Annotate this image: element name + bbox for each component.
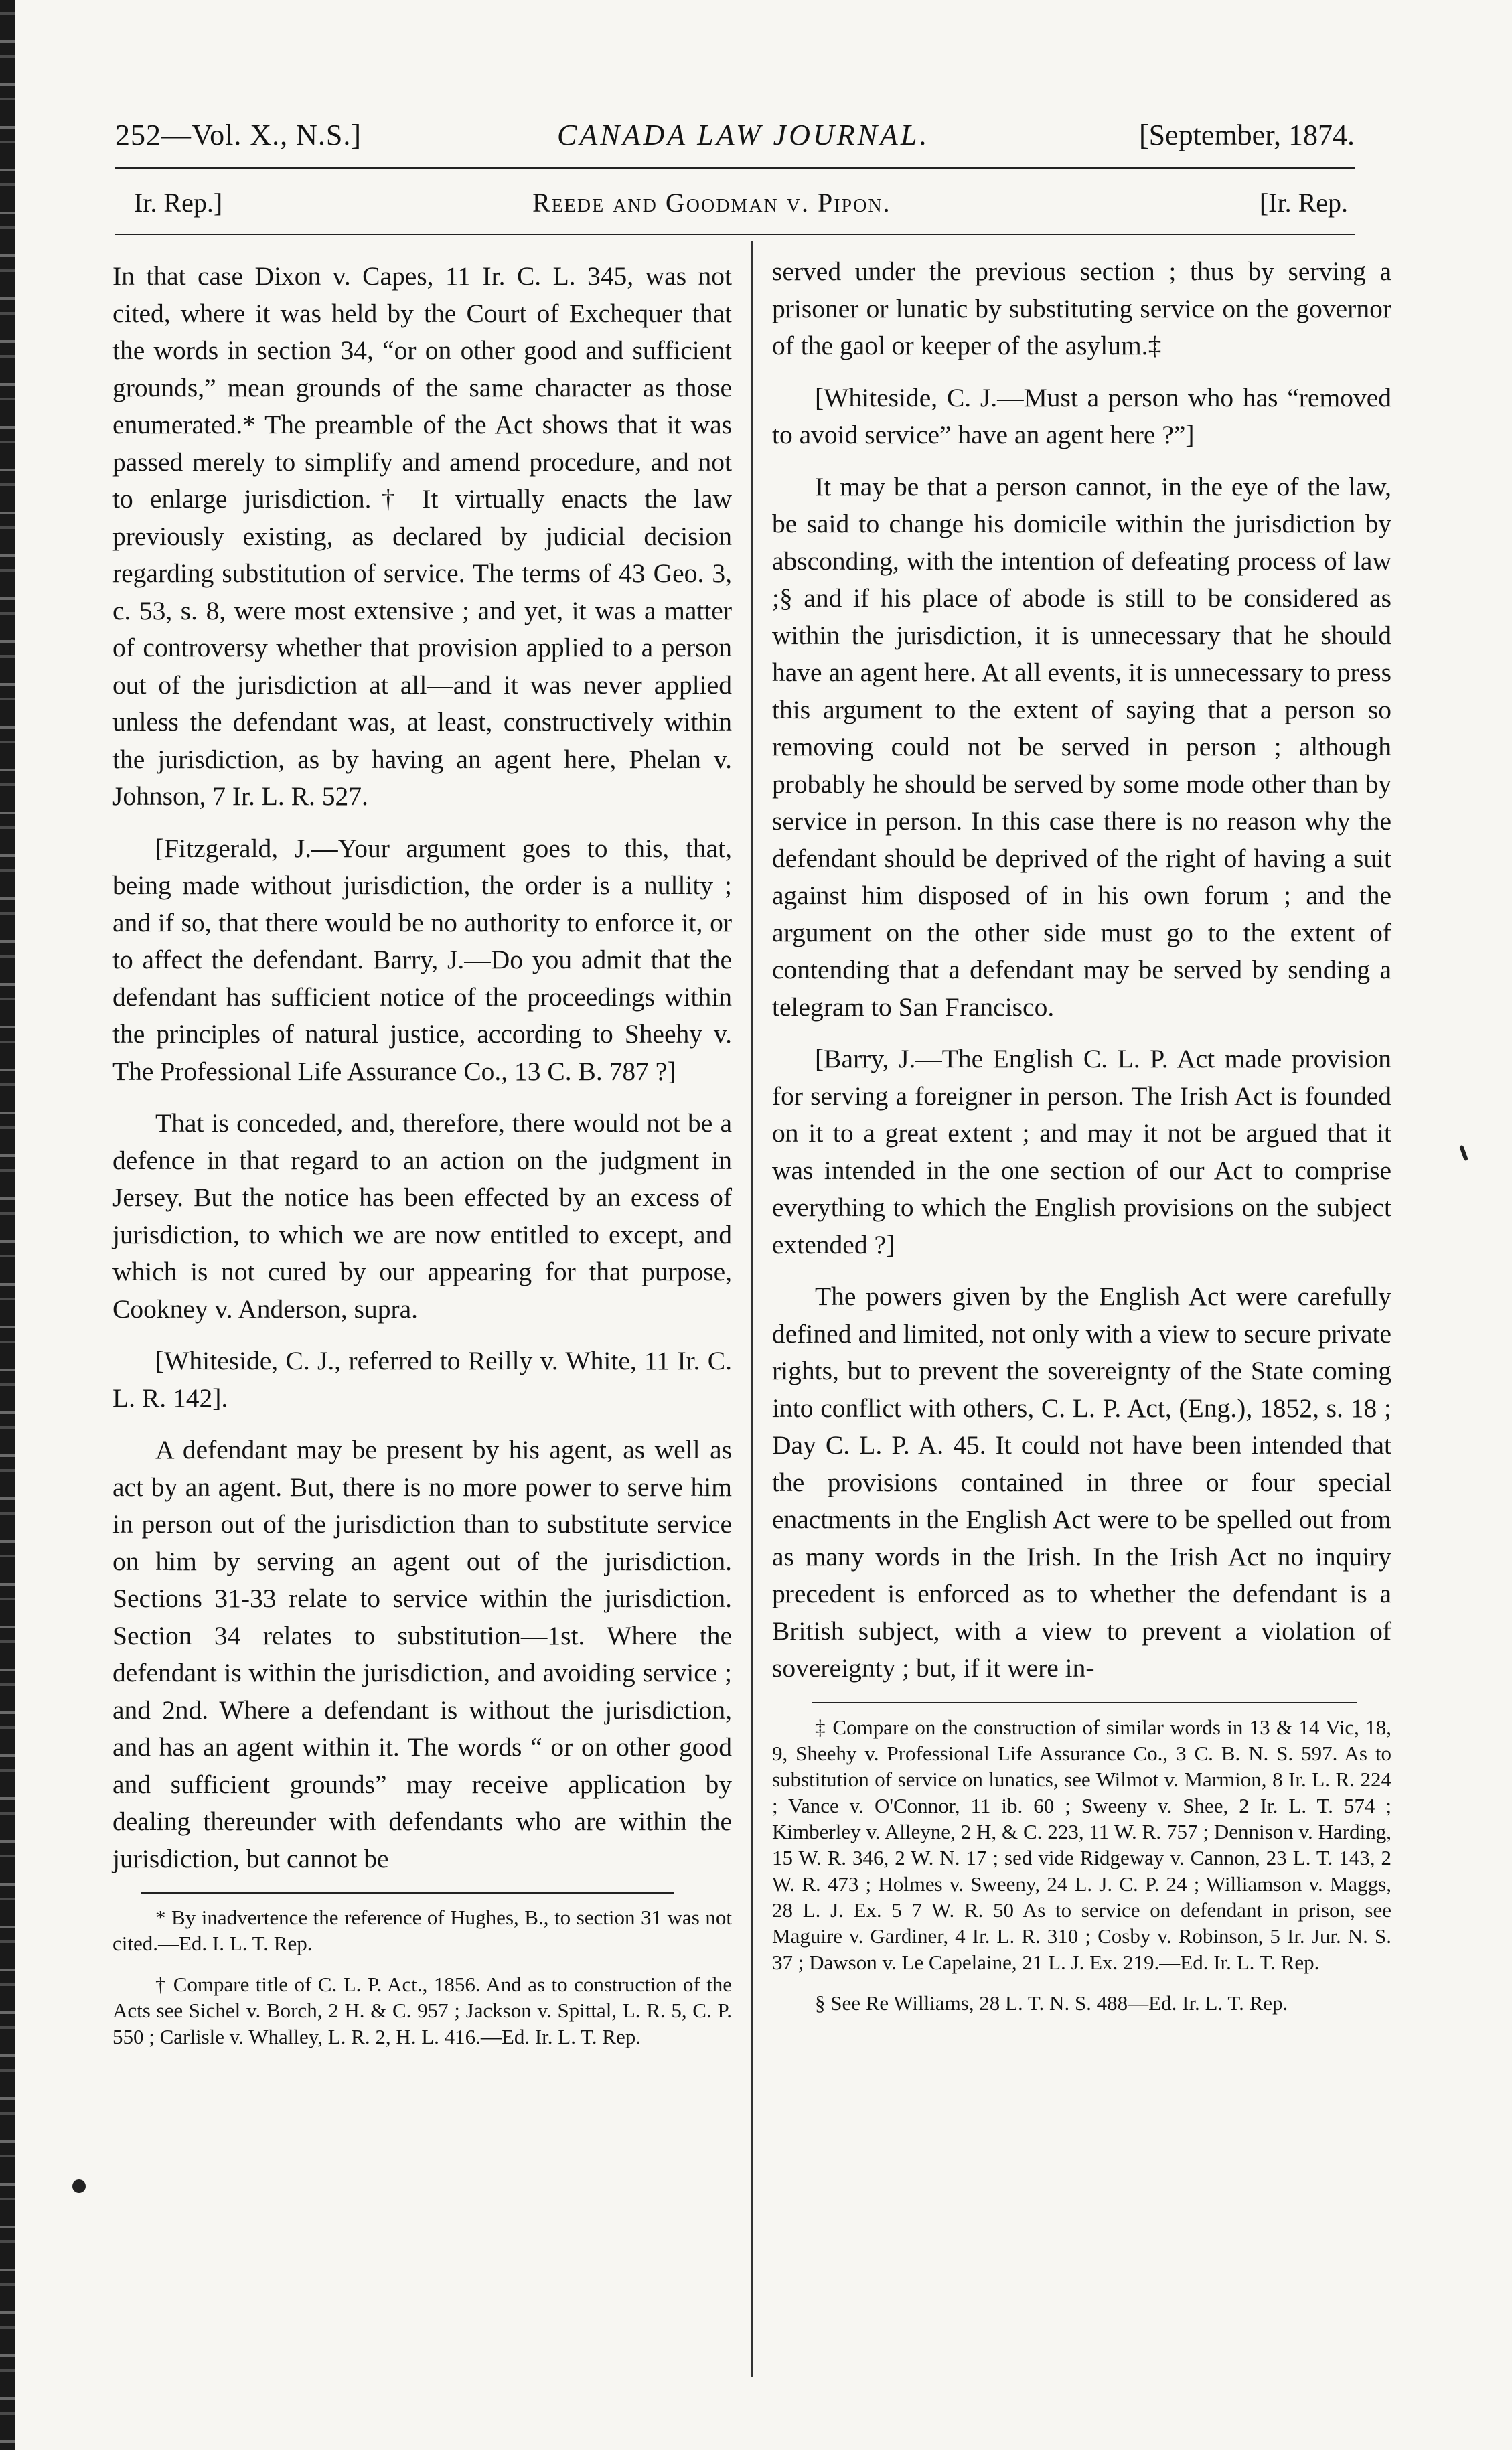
column-divider <box>751 241 753 2377</box>
case-title: Reede and Goodman v. Pipon. <box>532 187 891 218</box>
footnote-rule <box>141 1892 674 1894</box>
journal-title: CANADA LAW JOURNAL. <box>557 119 930 151</box>
paragraph: [Whiteside, C. J.—Must a person who has “removed to avoid service” have an agent here ?”] <box>772 382 1391 449</box>
footnote-rule <box>812 1702 1357 1703</box>
paragraph: [Barry, J.—The English C. L. P. Act made provision for serving a foreigner in person. The Irish Act is founded on it to a great extent ; and may it not be argued that it was intended in the one section of our Act to comprise everything to which the English provisions on the subject extended ?] <box>772 1044 1391 1259</box>
footnote: † Compare title of C. L. P. Act., 1856. And as to construction of the Acts see Sichel v. Borch, 2 H. & C. 957 ; Jackson v. Spittal, L. R. 5, C. P. 550 ; Carlisle v. Whalley, L. R. 2, H. L. 416.—Ed. Ir. L. T. Rep. <box>112 1973 732 2048</box>
scan-speck <box>1459 1145 1468 1162</box>
footnote: § See Re Williams, 28 L. T. N. S. 488—Ed. Ir. L. T. Rep. <box>815 1991 1288 2015</box>
paragraph: That is conceded, and, therefore, there would not be a defence in that regard to an action on the judgment in Jersey. But the notice has been effected by an excess of jurisdiction, to which we are now entitled to except, and which is not cured by our appearing for that purpose, Cookney v. Anderson, supra. <box>112 1108 732 1324</box>
scan-binding-edge <box>0 0 15 2450</box>
footnote: ‡ Compare on the construction of similar words in 13 & 14 Vic, 18, 9, Sheehy v. Professional Life Assurance Co., 3 C. B. N. S. 597. As to substitution of service on lunatics, see Wilmot v. Marmion, 8 Ir. L. R. 224 ; Vance v. O'Connor, 11 ib. 60 ; Sweeny v. Shee, 2 Ir. L. T. 574 ; Kimberley v. Alleyne, 2 H, & C. 223, 11 W. R. 757 ; Dennison v. Harding, 15 W. R. 346, 2 W. N. 17 ; sed vide Ridgeway v. Cannon, 23 L. T. 143, 2 W. R. 473 ; Holmes v. Sweeny, 24 L. J. C. P. 24 ; Williamson v. Maggs, 28 L. J. Ex. 5 7 W. R. 50 As to service on defendant in prison, see Maguire v. Gardiner, 4 Ir. L. R. 310 ; Cosby v. Robinson, 5 Ir. Jur. N. S. 37 ; Dawson v. Le Capelaine, 21 L. J. Ex. 219.—Ed. Ir. L. T. Rep. <box>772 1715 1391 1974</box>
scan-speck <box>72 2179 86 2193</box>
right-column <box>772 253 1391 2031</box>
running-header <box>115 112 1355 159</box>
left-column <box>112 258 732 2064</box>
paragraph: It may be that a person cannot, in the eye of the law, be said to change his domicile within the jurisdiction by absconding, with the intention of defeating process of law ;§ and if his place of abode is still to be considered as within the jurisdiction, it is unnecessary that he should have an agent here. At all events, it is unnecessary to press this argument to the extent of saying that a person so removing could not be served in person ; although probably he should be served by some mode other than by service in person. In this case there is no reason why the defendant should be deprived of the right of having a suit against him disposed of in his own forum ; and the argument on the other side must go to the extent of contending that a defendant may be served by sending a telegram to San Francisco. <box>772 471 1391 1022</box>
paragraph: [Fitzgerald, J.—Your argument goes to this, that, being made without jurisdiction, the order is a nullity ; and if so, that there would be no authority to enforce it, or to affect the defendant. Barry, J.—Do you admit that the defendant has sufficient notice of the proceedings within the principles of natural justice, according to Sheehy v. The Professional Life Assurance Co., 13 C. B. 787 ?] <box>112 833 732 1086</box>
paragraph: A defendant may be present by his agent, as well as act by an agent. But, there is no more power to serve him in person out of the jurisdiction than to substitute service on him by serving an agent out of the jurisdiction. Sections 31-33 relate to service within the jurisdiction. Section 34 relates to substitution—1st. Where the defendant is within the jurisdiction, and avoiding service ; and 2nd. Where a defendant is without the jurisdiction, and has an agent within it. The words “ or on other good and sufficient grounds” may receive application by dealing thereunder with defendants who are within the jurisdiction, but cannot be <box>112 1435 732 1873</box>
footnote: * By inadvertence the reference of Hughes, B., to section 31 was not cited.—Ed. I. L. T. Rep. <box>112 1906 732 1955</box>
paragraph: [Whiteside, C. J., referred to Reilly v. White, 11 Ir. C. L. R. 142]. <box>112 1346 732 1413</box>
report-left: Ir. Rep.] <box>134 187 223 218</box>
page-volume: 252—Vol. X., N.S.] <box>115 119 362 151</box>
paragraph: The powers given by the English Act were carefully defined and limited, not only with a view to secure private rights, but to prevent the sovereignty of the State coming into conflict with others, C. L. P. Act, (Eng.), 1852, s. 18 ; Day C. L. P. A. 45. It could not have been intended that the provisions contained in three or four special enactments in the English Act were to be spelled out from as many words in the Irish. In the Irish Act no inquiry precedent is enforced as to whether the defendant is a British subject, with a view to prevent a violation of sovereignty ; but, if it were in- <box>772 1282 1391 1683</box>
paragraph: In that case Dixon v. Capes, 11 Ir. C. L. 345, was not cited, where it was held by the Court of Exchequer that the words in section 34, “or on other good and sufficient grounds,” mean grounds of the same character as those enumerated.* The preamble of the Act shows that it was passed merely to simplify and amend procedure, and not to enlarge jurisdiction.† It virtually enacts the law previously existing, as declared by judicial decision regarding substitution of service. The terms of 43 Geo. 3, c. 53, s. 8, were most extensive ; and yet, it was a matter of controversy whether that provision applied to a person out of the jurisdiction at all—and it was never applied unless the defendant was, at least, constructively within the jurisdiction, as by having an agent here, Phelan v. Johnson, 7 Ir. L. R. 527. <box>112 261 732 811</box>
header-rule <box>115 161 1355 169</box>
case-header-rule <box>115 234 1355 235</box>
report-right: [Ir. Rep. <box>1259 187 1348 218</box>
paragraph: served under the previous section ; thus by serving a prisoner or lunatic by substituting service on the governor of the gaol or keeper of the asylum.‡ <box>772 256 1391 360</box>
issue-date: [September, 1874. <box>1138 119 1355 151</box>
case-header <box>121 184 1355 224</box>
